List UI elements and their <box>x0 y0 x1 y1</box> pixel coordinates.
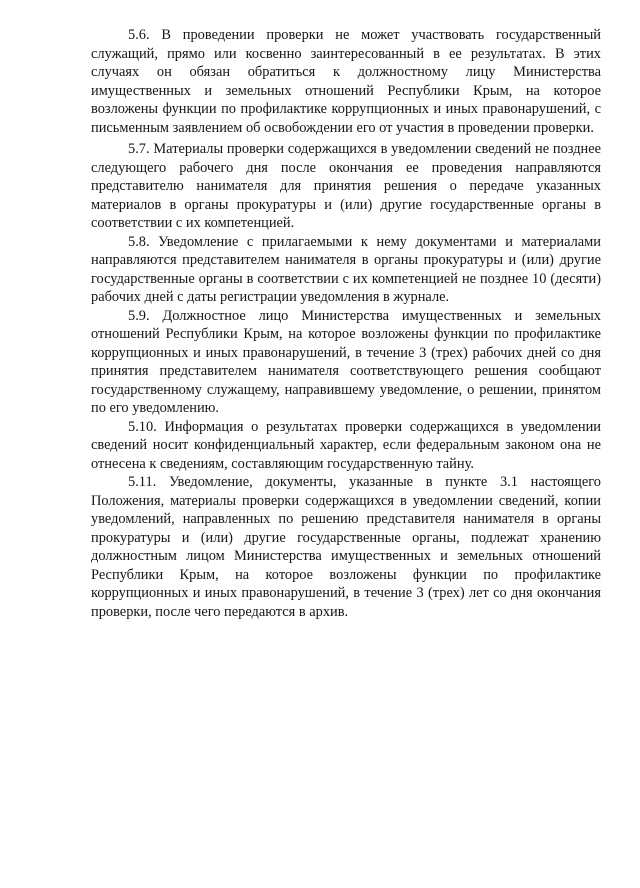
paragraph-5-8: 5.8. Уведомление с прилагаемыми к нему документами и материалами направляются представителем нанимателя в органы прокуратуры и (или) другие государственные органы в соответствии с их компетенцией не позднее 10 (десяти) рабочих дней с даты регистрации уведомления в журнале. <box>91 233 601 305</box>
paragraph-5-9: 5.9. Должностное лицо Министерства имущественных и земельных отношений Республики Крым, на которое возложены функции по профилактике коррупционных и иных правонарушений, в течение 3 (трех) рабочих дней со дня принятия представителем нанимателя соответствующего решения сообщают государственному служащему, направившему уведомление, о решении, принятом по его уведомлению. <box>91 307 601 416</box>
paragraph-5-11: 5.11. Уведомление, документы, указанные в пункте 3.1 настоящего Положения, материалы проверки содержащихся в уведомлении сведений, копии уведомлений, направленных по решению представителя нанимателя в органы прокуратуры и (или) другие государственные органы, подлежат хранению должностным лицом Министерства имущественных и земельных отношений Республики Крым, на которое возложены функции по профилактике коррупционных и иных правонарушений, в течение 3 (трех) лет со дня окончания проверки, после чего передаются в архив. <box>91 474 601 620</box>
paragraph-5-10: 5.10. Информация о результатах проверки содержащихся в уведомлении сведений носит конфиденциальный характер, если федеральным законом она не отнесена к сведениям, составляющим государственную тайну. <box>91 418 601 472</box>
paragraph-5-7: 5.7. Материалы проверки содержащихся в уведомлении сведений не позднее следующего рабочего дня после окончания ее проведения направляются представителю нанимателя для принятия решения о передаче указанных материалов в органы прокуратуры и (или) другие государственные органы в соответствии с их компетенцией. <box>91 141 601 231</box>
document-body <box>91 26 601 621</box>
paragraph-5-6: 5.6. В проведении проверки не может участвовать государственный служащий, прямо или косвенно заинтересованный в ее результатах. В этих случаях он обязан обратиться к должностному лицу Министерства имущественных и земельных отношений Республики Крым, на которое возложены функции по профилактике коррупционных и иных правонарушений, с письменным заявлением об освобождении его от участия в проведении проверки. <box>91 27 601 136</box>
